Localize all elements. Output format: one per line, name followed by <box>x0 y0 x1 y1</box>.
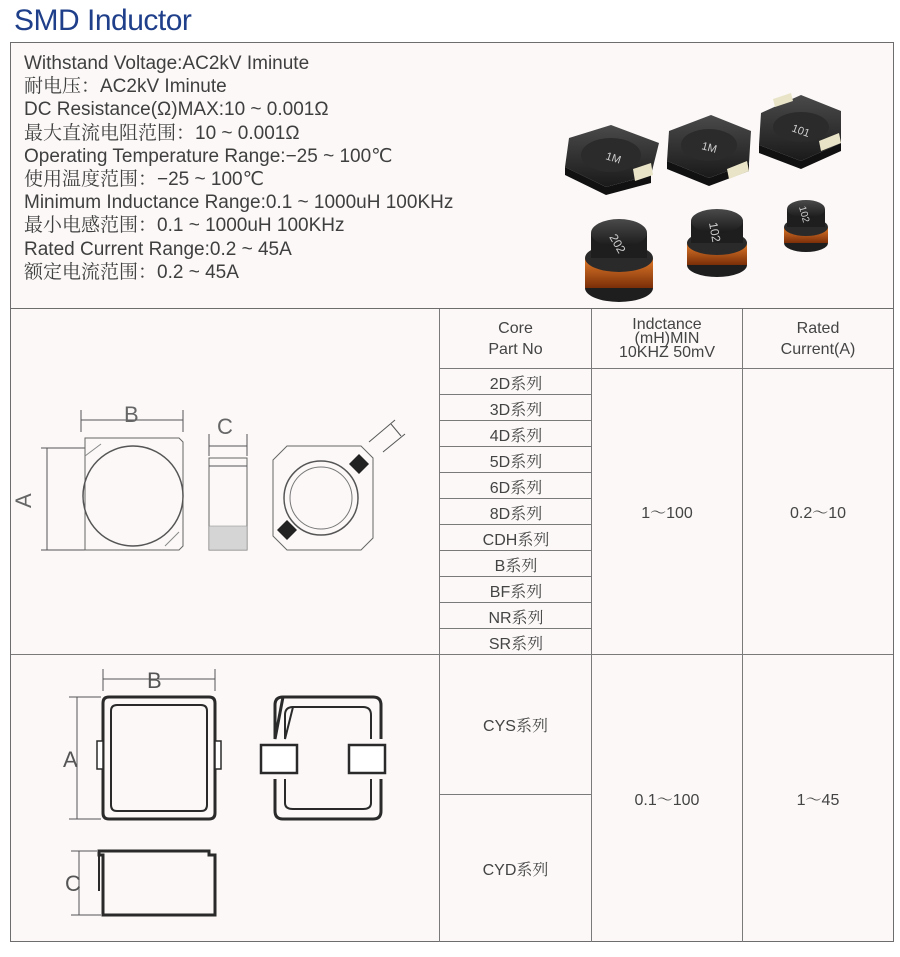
spec-list <box>24 52 453 284</box>
round-inductor-3 <box>784 200 828 252</box>
dim-label-a: A <box>11 493 36 508</box>
round-inductor-1 <box>585 219 653 302</box>
square-inductor-1 <box>565 125 659 195</box>
series-cell: 6D系列 <box>489 479 543 497</box>
series-cell: NR系列 <box>488 609 544 627</box>
dim-label-b: B <box>124 402 139 427</box>
header-cur-line2: Current(A) <box>780 341 856 358</box>
group1-current-value: 0.2～10 <box>789 505 847 522</box>
group2-current-value: 1～45 <box>796 792 840 809</box>
header-ind-line3: 10KHZ 50mV <box>618 344 716 361</box>
inductor-product-photo <box>551 83 851 313</box>
series-cell: 3D系列 <box>489 401 543 419</box>
spec-withstand-voltage-cn: 耐电压：AC2kV Iminute <box>24 76 227 98</box>
round-inductor-2 <box>687 209 747 277</box>
spec-operating-temp-cn: 使用温度范围：−25 ~ 100℃ <box>24 169 264 191</box>
header-ind-line1: Indctance <box>632 316 702 333</box>
spec-min-inductance-cn: 最小电感范围：0.1 ~ 1000uH 100KHz <box>24 215 345 237</box>
series-cell: 4D系列 <box>489 427 543 445</box>
spec-dc-resistance-cn: 最大直流电阻范围：10 ~ 0.001Ω <box>24 122 300 144</box>
page-title: SMD Inductor <box>14 4 192 37</box>
series-cell: SR系列 <box>488 635 544 653</box>
square-inductor-3 <box>759 93 841 169</box>
group2-inductance-value: 0.1～100 <box>634 792 700 809</box>
header-core-line1: Core <box>498 320 533 337</box>
header-rated-current <box>743 310 893 368</box>
spec-sheet-frame <box>10 42 894 942</box>
header-core-line2: Part No <box>488 341 543 358</box>
series-cell: 8D系列 <box>489 505 543 523</box>
dim-label-c: C <box>217 414 233 439</box>
square-inductor-2 <box>667 115 751 186</box>
part-marking-5: 102 <box>706 221 724 244</box>
series-cell: 5D系列 <box>489 453 543 471</box>
group1-inductance-value: 1～100 <box>641 505 693 522</box>
spec-dc-resistance-en: DC Resistance(Ω)MAX:10 ~ 0.001Ω <box>24 99 329 121</box>
series-cell: B系列 <box>494 557 538 575</box>
series-cell: BF系列 <box>489 583 543 601</box>
header-inductance <box>592 310 742 368</box>
part-marking-3: 101 <box>789 122 812 141</box>
header-core-part-no <box>440 310 591 368</box>
part-marking-1: 1M <box>604 150 623 167</box>
spec-rated-current-en: Rated Current Range:0.2 ~ 45A <box>24 238 292 260</box>
part-marking-2: 1M <box>700 140 719 156</box>
dimension-drawing-round-core <box>11 310 439 654</box>
header-ind-line2: (mH)MIN <box>634 330 700 347</box>
spec-operating-temp-en: Operating Temperature Range:−25 ~ 100℃ <box>24 145 393 167</box>
dim-label-b: B <box>147 668 162 693</box>
dim-label-a: A <box>63 747 78 772</box>
part-marking-4: 202 <box>606 231 629 256</box>
series-cell-cyd: CYD系列 <box>482 862 549 879</box>
series-cell-cys: CYS系列 <box>483 718 548 735</box>
spec-withstand-voltage-en: Withstand Voltage:AC2kV Iminute <box>24 53 310 74</box>
part-marking-6: 102 <box>796 204 812 224</box>
series-cell: 2D系列 <box>489 375 543 393</box>
spec-rated-current-cn: 额定电流范围：0.2 ~ 45A <box>24 261 239 283</box>
header-cur-line1: Rated <box>796 320 840 337</box>
series-cell: CDH系列 <box>482 531 550 549</box>
spec-min-inductance-en: Minimum Inductance Range:0.1 ~ 1000uH 100KHz <box>24 192 454 214</box>
specifications-panel <box>11 43 893 309</box>
dimension-drawing-square-core <box>11 655 439 942</box>
dim-label-c: C <box>65 871 81 896</box>
